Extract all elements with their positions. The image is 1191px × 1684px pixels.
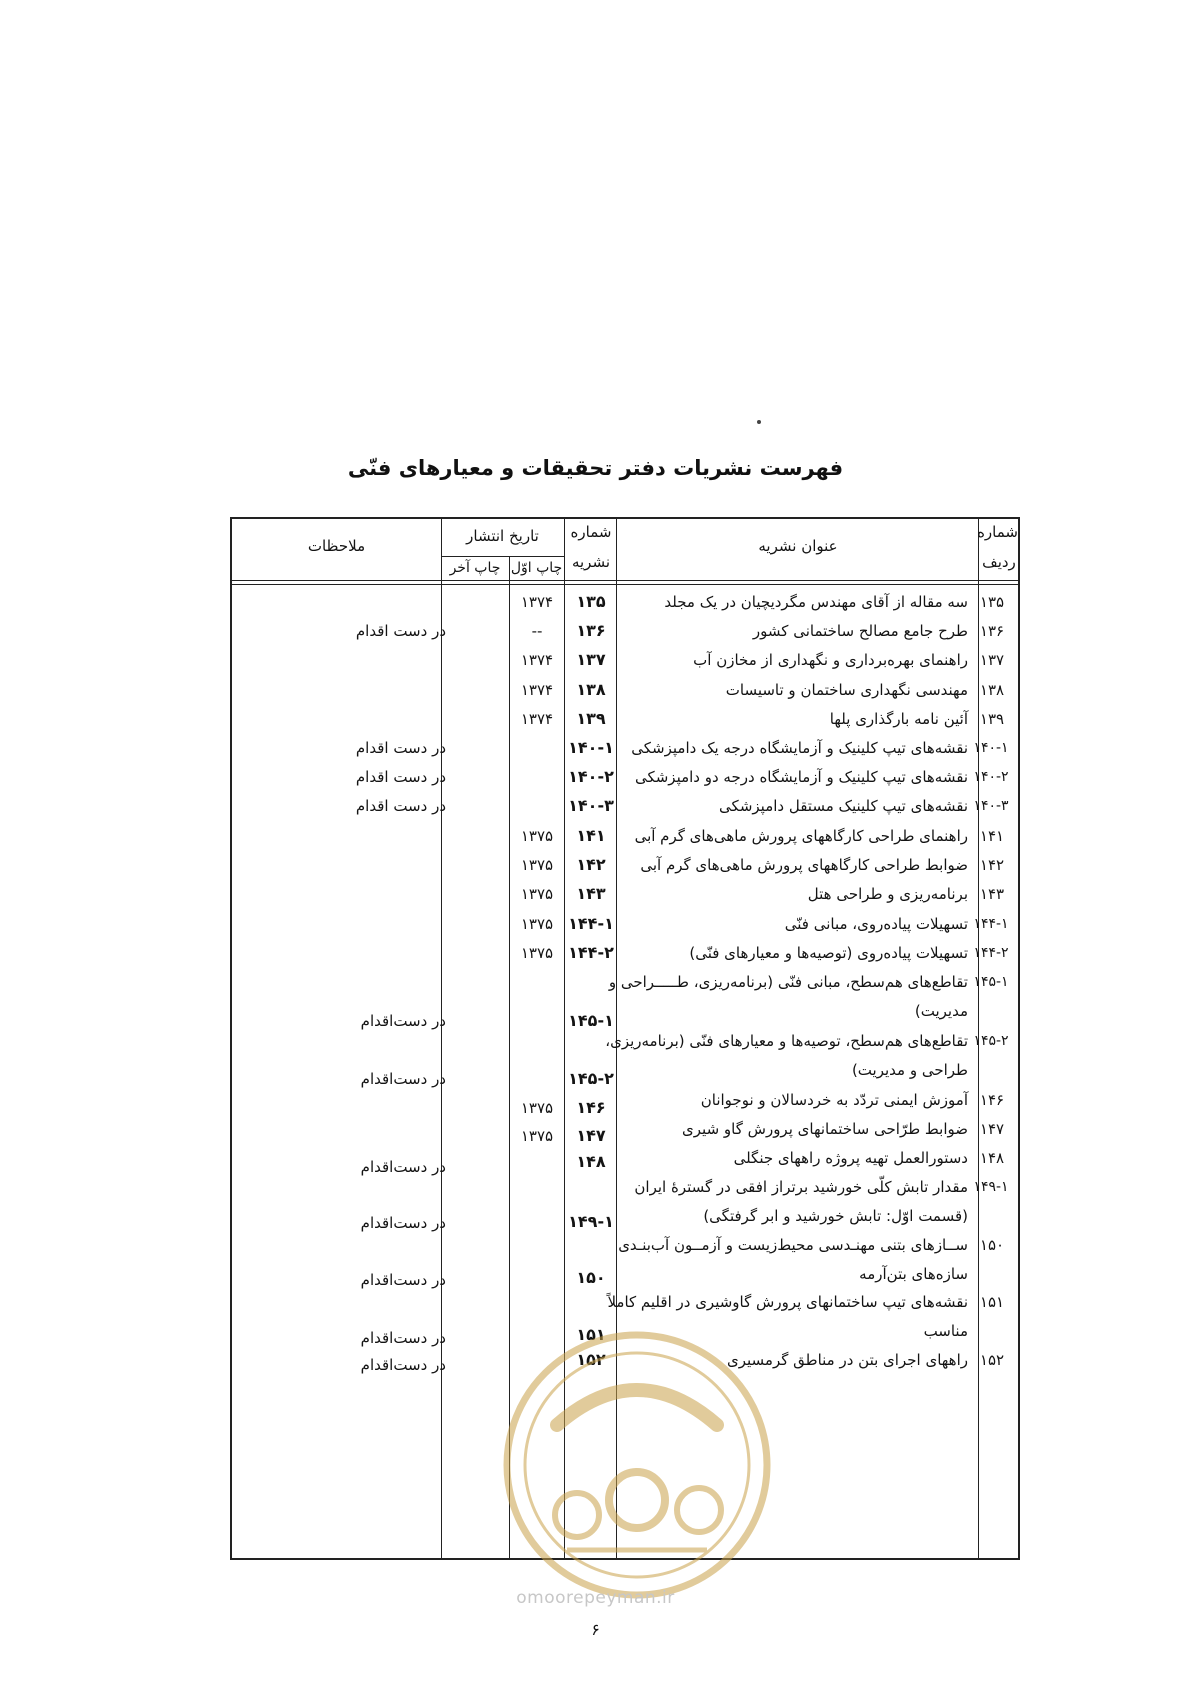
row-number: ۱۴۵-۱ [973, 974, 1009, 990]
watermark-site-text: omoorepeyman.ir [516, 1588, 675, 1608]
publication-code: ۱۵۲ [576, 1350, 606, 1369]
header-title: عنوان نشریه [758, 537, 838, 555]
header-code: شماره نشریه [570, 523, 612, 571]
first-print-year: ۱۳۷۵ [520, 1099, 554, 1117]
page-title: فهرست نشریات دفتر تحقیقات و معیارهای فنّی [347, 456, 844, 480]
row-number: ۱۴۴-۱ [973, 916, 1009, 932]
publication-title-continued: مناسب [923, 1322, 968, 1340]
publication-note: در دست‌اقدام [360, 1214, 446, 1232]
first-print-year: ۱۳۷۵ [520, 944, 554, 962]
row-number: ۱۴۶ [979, 1091, 1005, 1109]
publication-note: در دست‌اقدام [360, 1271, 446, 1289]
row-number: ۱۳۵ [979, 593, 1005, 611]
col-divider-last [441, 517, 442, 1560]
first-print-year: ۱۳۷۵ [520, 1127, 554, 1145]
publication-code: ۱۴۰-۱ [568, 738, 614, 757]
publication-title: دستورالعمل تهیه پروژه راههای جنگلی [733, 1149, 968, 1167]
first-print-year: ۱۳۷۵ [520, 915, 554, 933]
publication-title: نقشه‌های تیپ ساختمانهای پرورش گاوشیری در اقلیم کاملاً [607, 1293, 968, 1311]
publication-code: ۱۴۴-۲ [568, 943, 614, 962]
first-print-year: ۱۳۷۴ [520, 651, 554, 669]
date-group-divider [441, 556, 564, 557]
row-number: ۱۵۲ [979, 1351, 1005, 1369]
col-divider-first [509, 556, 510, 1560]
publication-code: ۱۴۱ [576, 826, 606, 845]
publication-code: ۱۴۸ [576, 1152, 606, 1171]
publication-title: ضوابط طراحی کارگاههای پرورش ماهی‌های گرم آبی [640, 856, 968, 874]
publication-title-continued: سازه‌های بتن‌آرمه [859, 1265, 968, 1283]
header-notes: ملاحظات [307, 537, 366, 555]
header-row-number: شماره ردیف [977, 523, 1018, 571]
publication-code: ۱۴۵-۱ [568, 1011, 614, 1030]
row-number: ۱۴۲ [979, 856, 1005, 874]
first-print-year: ۱۳۷۵ [520, 885, 554, 903]
header-divider-2 [230, 584, 1020, 585]
publication-note: در دست اقدام [355, 622, 446, 640]
publication-title: راهنمای طراحی کارگاههای پرورش ماهی‌های گرم آبی [634, 827, 968, 845]
publication-title: راهنمای بهره‌برداری و نگهداری از مخازن آب [693, 651, 968, 669]
row-number: ۱۴۰-۳ [973, 798, 1009, 814]
publication-code: ۱۴۳ [576, 884, 606, 903]
publication-title: برنامه‌ریزی و طراحی هتل [807, 885, 968, 903]
row-number: ۱۳۸ [979, 681, 1005, 699]
publication-code: ۱۳۵ [576, 592, 606, 611]
row-number: ۱۴۸ [979, 1149, 1005, 1167]
row-number: ۱۳۷ [979, 651, 1005, 669]
publication-code: ۱۴۰-۳ [568, 796, 614, 815]
publication-title: ضوابط طرّاحی ساختمانهای پرورش گاو شیری [682, 1120, 968, 1138]
row-number: ۱۳۹ [979, 710, 1005, 728]
publication-title-continued: (قسمت اوّل: تابش خورشید و ابر گرفتگی) [703, 1207, 968, 1225]
publication-title: طرح جامع مصالح ساختمانی کشور [752, 622, 968, 640]
publication-title: مقدار تابش کلّی خورشید برتراز افقی در گسترهٔ ایران [634, 1178, 968, 1196]
publication-code: ۱۴۷ [576, 1126, 606, 1145]
publication-note: در دست اقدام [355, 768, 446, 786]
publication-title: تقاطع‌های هم‌سطح، توصیه‌ها و معیارهای فنّی (برنامه‌ریزی، [605, 1032, 968, 1050]
publication-title: تسهیلات پیاده‌روی (توصیه‌ها و معیارهای فنّی) [689, 944, 968, 962]
first-print-year: ۱۳۷۵ [520, 827, 554, 845]
publication-note: در دست‌اقدام [360, 1329, 446, 1347]
publication-code: ۱۴۴-۱ [568, 914, 614, 933]
first-print-year: ۱۳۷۴ [520, 593, 554, 611]
row-number: ۱۳۶ [979, 622, 1005, 640]
first-print-year: ۱۳۷۵ [520, 856, 554, 874]
publication-code: ۱۵۰ [576, 1268, 606, 1287]
publication-code: ۱۳۶ [576, 621, 606, 640]
row-number: ۱۴۳ [979, 885, 1005, 903]
publication-note: در دست‌اقدام [360, 1070, 446, 1088]
publication-code: ۱۳۹ [576, 709, 606, 728]
row-number: ۱۴۷ [979, 1120, 1005, 1138]
publication-title: تقاطع‌های هم‌سطح، مبانی فنّی (برنامه‌ریزی، طـــــراحی و [608, 973, 968, 991]
row-number: ۱۴۵-۲ [973, 1033, 1009, 1049]
row-number: ۱۴۹-۱ [973, 1179, 1009, 1195]
publication-title: مهندسی نگهداری ساختمان و تاسیسات [725, 681, 968, 699]
row-number: ۱۴۰-۱ [973, 740, 1009, 756]
publication-title: آئین نامه بارگذاری پلها [829, 710, 968, 728]
publication-code: ۱۴۰-۲ [568, 767, 614, 786]
publication-code: ۱۵۱ [576, 1325, 606, 1344]
publication-code: ۱۴۹-۱ [568, 1212, 614, 1231]
publication-title: راههای اجرای بتن در مناطق گرمسیری [726, 1351, 968, 1369]
publication-title-continued: مدیریت) [914, 1002, 968, 1020]
row-number: ۱۵۰ [979, 1236, 1005, 1254]
publication-note: در دست‌اقدام [360, 1012, 446, 1030]
publication-note: در دست اقدام [355, 739, 446, 757]
row-number: ۱۵۱ [979, 1293, 1005, 1311]
first-print-year: ۱۳۷۴ [520, 681, 554, 699]
stray-dot [757, 420, 761, 424]
publication-note: در دست اقدام [355, 797, 446, 815]
publication-note: در دست‌اقدام [360, 1158, 446, 1176]
header-divider [230, 580, 1020, 581]
publication-note: در دست‌اقدام [360, 1356, 446, 1374]
col-divider-code [564, 517, 565, 1560]
header-first-print: چاپ اوّل [510, 560, 563, 576]
publication-title: نقشه‌های تیپ کلینیک و آزمایشگاه درجه یک دامپزشکی [631, 739, 968, 757]
publication-title: تسهیلات پیاده‌روی، مبانی فنّی [784, 915, 968, 933]
header-date-group: تاریخ انتشار [466, 527, 539, 545]
first-print-year: -- [531, 622, 543, 640]
publication-title: آموزش ایمنی تردّد به خردسالان و نوجوانان [700, 1091, 968, 1109]
page-number: ۶ [591, 1620, 600, 1639]
publication-title-continued: طراحی و مدیریت) [851, 1061, 968, 1079]
publication-title: نقشه‌های تیپ کلینیک و آزمایشگاه درجه دو دامپزشکی [634, 768, 968, 786]
publication-code: ۱۳۸ [576, 680, 606, 699]
publication-code: ۱۴۲ [576, 855, 606, 874]
row-number: ۱۴۱ [979, 827, 1005, 845]
publication-code: ۱۴۶ [576, 1098, 606, 1117]
row-number: ۱۴۴-۲ [973, 945, 1009, 961]
publication-title: سه مقاله از آقای مهندس مگردیچیان در یک مجلد [664, 593, 968, 611]
publication-code: ۱۳۷ [576, 650, 606, 669]
publication-code: ۱۴۵-۲ [568, 1069, 614, 1088]
row-number: ۱۴۰-۲ [973, 769, 1009, 785]
first-print-year: ۱۳۷۴ [520, 710, 554, 728]
publication-title: ســازهای بتنی مهنـدسی محیط‌زیست و آزمــون آب‌بنـدی [618, 1236, 968, 1254]
publication-title: نقشه‌های تیپ کلینیک مستقل دامپزشکی [719, 797, 968, 815]
header-last-print: چاپ آخر [449, 560, 501, 576]
